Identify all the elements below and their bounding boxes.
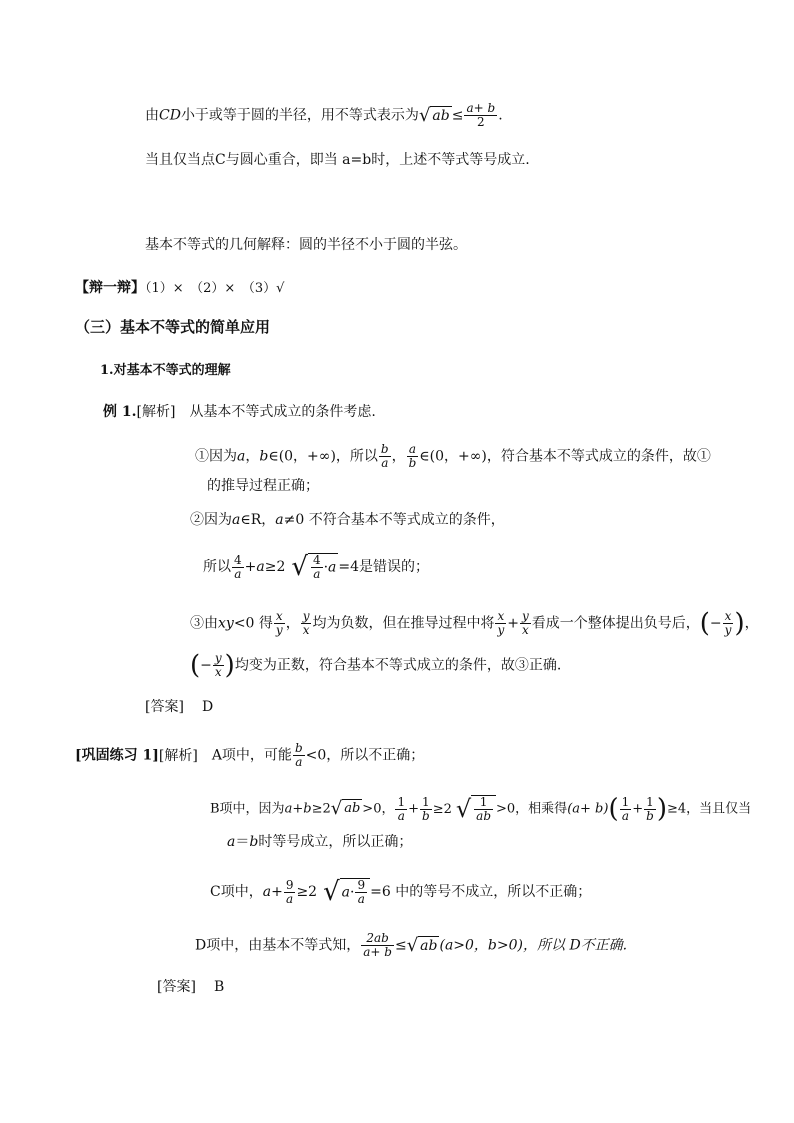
numerator: x [497, 609, 505, 623]
denominator: y [497, 623, 505, 637]
text: =6 中的等号不成立，所以不正确； [370, 884, 592, 900]
fraction [274, 610, 285, 637]
period: . [498, 107, 503, 124]
fraction [474, 796, 493, 823]
minus: − [709, 615, 722, 632]
denominator: a [234, 566, 242, 581]
fraction [311, 554, 323, 581]
radicand: ab [420, 938, 438, 954]
practice-label: [巩固练习 1] [75, 747, 159, 764]
denominator: a [621, 808, 629, 823]
denominator: b [408, 456, 417, 470]
text: ①因为 [195, 448, 237, 465]
numerator: 1 [397, 794, 406, 809]
text: >0，相乘得 [496, 801, 568, 817]
numerator: y [302, 609, 310, 623]
fraction [520, 610, 531, 637]
right-paren: ) [734, 608, 745, 639]
text: + [632, 801, 644, 817]
numerator: 9 [357, 878, 366, 892]
text: (a>0，b>0)，所以 D不正确. [439, 937, 628, 954]
numerator: a+ b [466, 101, 496, 115]
text: ， [285, 615, 300, 632]
answer-label: [答案] [157, 979, 196, 995]
text: ∈R， [240, 512, 276, 528]
analysis-tag: [解析] [158, 747, 198, 764]
numerator: a [407, 443, 419, 457]
text: <0 得 [233, 615, 273, 632]
text: ≥2 [311, 801, 331, 817]
text: 均变为正数，符合基本不等式成立的条件，故③正确. [234, 657, 562, 674]
fraction [301, 610, 312, 637]
denominator: a [397, 808, 405, 823]
denominator: a [313, 567, 321, 581]
var: b [249, 834, 259, 850]
fraction [232, 554, 244, 581]
text: ≥2 [296, 884, 318, 900]
denominator: a [286, 891, 294, 906]
fraction [420, 796, 432, 823]
text: ， [391, 448, 406, 465]
option-c [210, 878, 591, 906]
fraction [395, 796, 407, 823]
sqrt: √ ab [406, 934, 438, 956]
answer-1 [145, 697, 213, 717]
var: xy [218, 615, 234, 632]
text: <0，所以不正确； [305, 747, 425, 764]
denominator: x [302, 623, 310, 637]
text: ②因为 [190, 512, 232, 528]
text: + [244, 559, 257, 575]
var: a [227, 834, 236, 850]
radicand: ab [432, 108, 450, 124]
var: a [232, 512, 241, 528]
item-1 [195, 443, 711, 470]
option-b [210, 795, 751, 823]
numerator: 4 [234, 552, 242, 567]
denominator: a [381, 456, 389, 470]
text: C项中， [210, 884, 263, 900]
text: ≥2 [432, 801, 452, 817]
text: ∈(0，+∞)，所以 [268, 448, 378, 465]
text: 小于或等于圆的半径，用不等式表示为 [180, 107, 419, 124]
numerator: b [380, 442, 389, 456]
dot: · [350, 884, 355, 901]
text: ③由 [190, 615, 218, 632]
dot: · [323, 559, 329, 576]
text: D项中，由基本不等式知， [195, 937, 361, 954]
practice-header [75, 742, 424, 769]
var: b [303, 801, 312, 817]
minus: − [200, 657, 212, 674]
numerator: 1 [644, 796, 656, 810]
var: a [237, 448, 246, 465]
denominator: a [295, 755, 303, 769]
segment-cd: CD [159, 107, 181, 124]
numerator: 9 [285, 877, 294, 892]
text: ＝ [235, 834, 250, 850]
fraction [284, 879, 296, 906]
text: ， [245, 448, 260, 465]
sqrt: √ $\frac{1}{ab}$ [456, 795, 496, 823]
option-b-line2 [227, 832, 412, 852]
text: 时等号成立，所以正确； [258, 834, 413, 850]
text: A项中，可能 [211, 747, 292, 764]
product: (a+ b) [567, 801, 609, 817]
left-paren: ( [608, 794, 619, 824]
geometry-inequality-line [145, 102, 503, 129]
fraction-a-plus-b-over-2 [464, 102, 497, 129]
denominator: b [422, 808, 430, 823]
answer-value: B [213, 979, 225, 995]
subsection-title: 1.对基本不等式的理解 [100, 363, 231, 378]
var: b [259, 448, 269, 465]
denominator: y [275, 623, 283, 637]
text: + [507, 615, 519, 632]
denominator: x [214, 665, 222, 679]
bian-answers: （1）× （2）× （3）√ [145, 281, 285, 296]
text: + [271, 884, 283, 900]
fraction [644, 796, 656, 823]
sqrt: √ ab [330, 797, 361, 819]
var: a [275, 512, 284, 528]
text: ≠0 不符合基本不等式成立的条件， [283, 512, 505, 528]
sqrt: √ a· $\frac{9}{a}$ [323, 878, 370, 906]
le-symbol: ≤ [451, 107, 464, 124]
answer-2 [157, 977, 224, 997]
numerator: x [275, 609, 283, 623]
item-3 [190, 610, 759, 637]
text: ≥2 [264, 559, 286, 575]
denominator: y [724, 623, 732, 637]
text: + [408, 801, 420, 817]
numerator: 4 [312, 553, 321, 567]
fraction [213, 652, 224, 679]
bian-line [75, 278, 284, 299]
denominator: a [357, 892, 365, 906]
fraction [723, 610, 734, 637]
answer-value: D [201, 699, 214, 715]
section-title: （三）基本不等式的简单应用 [75, 318, 271, 336]
text: 是错误的； [359, 559, 430, 575]
text: 所以 [203, 559, 231, 575]
left-paren: ( [699, 608, 710, 639]
text: + [292, 801, 304, 817]
numerator: 1 [474, 796, 493, 810]
fraction [355, 879, 367, 906]
text: 看成一个整体提出负号后， [531, 615, 700, 632]
numerator: x [724, 609, 732, 623]
equality-condition: 当且仅当点C与圆心重合，即当 a=b时，上述不等式等号成立. [145, 152, 530, 168]
fraction [361, 932, 394, 959]
denominator: b [646, 808, 654, 823]
left-paren: ( [190, 650, 201, 681]
analysis-tag: [解析] [136, 404, 176, 420]
fraction [379, 443, 391, 470]
item-2-conclusion [203, 553, 429, 581]
item-2 [190, 510, 505, 530]
text: ， [744, 615, 759, 632]
bian-label: 【辩一辩】 [75, 280, 145, 296]
numerator: 1 [420, 796, 432, 810]
var: a [256, 559, 265, 575]
text: =4 [338, 559, 360, 575]
example-1-header [103, 402, 376, 422]
var: a [284, 801, 293, 817]
numerator: 1 [621, 794, 630, 809]
option-d [195, 932, 627, 959]
text: 均为负数，但在推导过程中将 [312, 615, 495, 632]
var: a [328, 559, 337, 576]
item-1-line2: 的推导过程正确； [207, 478, 319, 494]
numerator: y [214, 651, 222, 665]
fraction [495, 610, 506, 637]
text: B项中，因为 [210, 801, 285, 817]
sqrt: √ $\frac{4}{a}$ ·a [291, 552, 337, 582]
right-paren: ) [656, 794, 667, 824]
text: ≥4，当且仅当 [666, 801, 752, 817]
sqrt-ab: √ ab [418, 104, 450, 126]
text: >0， [362, 801, 395, 817]
var: a [262, 884, 272, 900]
fraction [293, 742, 305, 769]
radicand: ab [344, 801, 361, 817]
numerator: 2ab [361, 932, 394, 946]
numerator: y [521, 609, 529, 623]
geometric-interpretation: 基本不等式的几何解释：圆的半径不小于圆的半弦。 [145, 237, 467, 253]
example-intro: 从基本不等式成立的条件考虑. [189, 404, 376, 420]
answer-label: [答案] [145, 699, 184, 715]
var: a [341, 884, 351, 901]
denominator: x [521, 623, 529, 637]
fraction [407, 443, 419, 470]
numerator: b [294, 741, 303, 755]
text: 由 [145, 107, 159, 124]
right-paren: ) [224, 650, 235, 681]
fraction [620, 796, 632, 823]
denominator: 2 [477, 115, 485, 129]
text: ∈(0，+∞)，符合基本不等式成立的条件，故① [419, 448, 711, 465]
denominator: ab [476, 809, 492, 823]
denominator: a+ b [363, 945, 392, 959]
example-label: 例 1. [103, 404, 137, 420]
le-symbol: ≤ [394, 937, 407, 954]
item-3-line2 [190, 652, 561, 679]
